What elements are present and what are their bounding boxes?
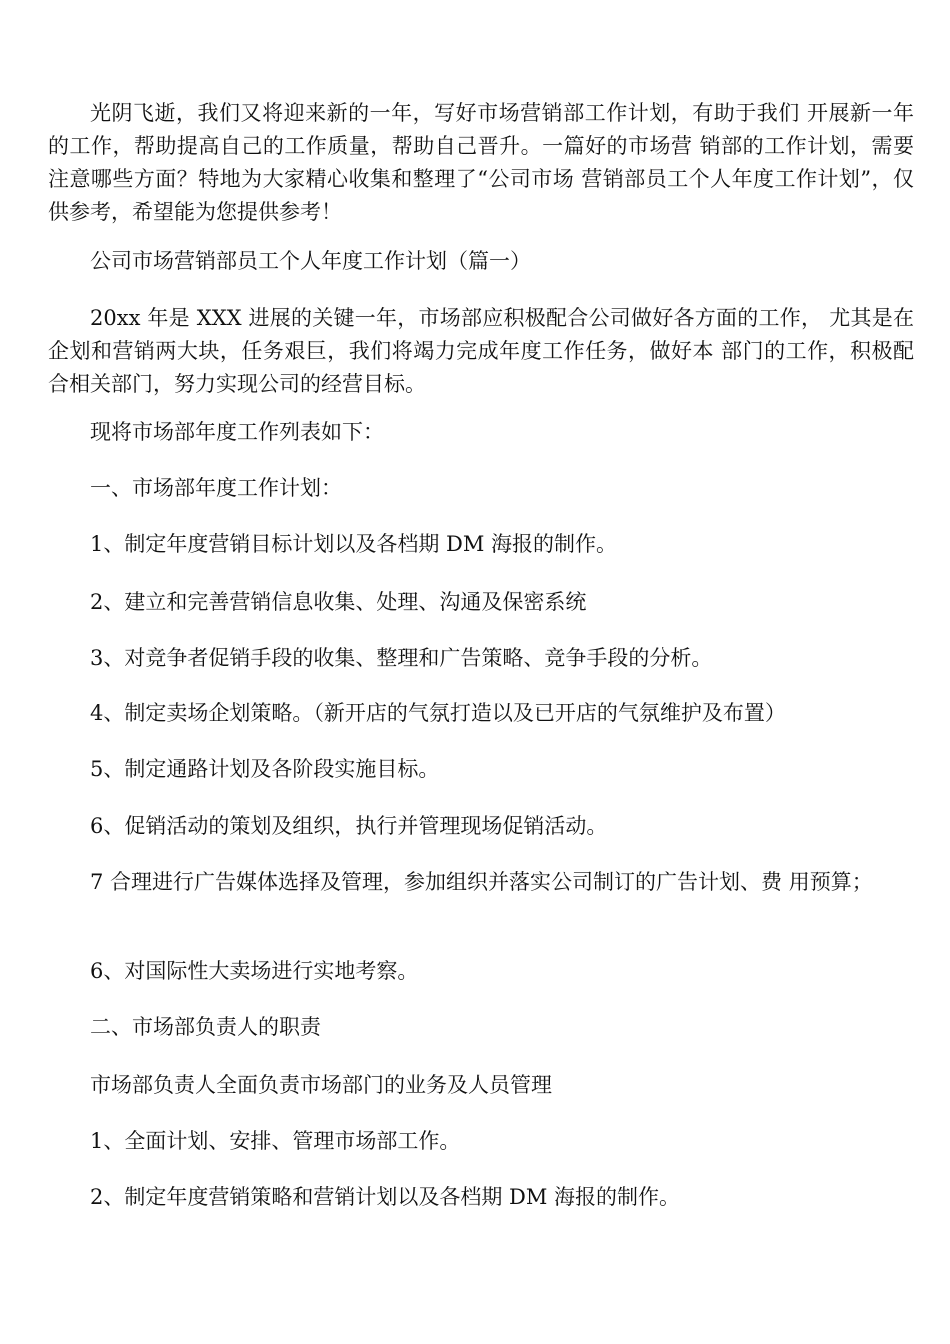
section-two-heading: 二、市场部负责人的职责 [90,1015,321,1039]
section-two-summary: 市场部负责人全面负责市场部门的业务及人员管理 [90,1073,552,1097]
list-item: 3、对竞争者促销手段的收集、整理和广告策略、竞争手段的分析。 [90,646,713,670]
intro-paragraph: 光阴飞逝，我们又将迎来新的一年，写好市场营销部工作计划，有助于我们 开展新一年的工作，帮助提高自己的工作质量，帮助自己晋升。一篇好的市场营 销部的工作计划，需要注意哪些方面？特地为大家精心收集和整理了“公司市场 营销部员工个人年度工作计划”，仅供参考，希望能为您提供参考！ [48,101,914,224]
list-item: 2、制定年度营销策略和营销计划以及各档期 DM 海报的制作。 [90,1185,681,1209]
list-item: 1、全面计划、安排、管理市场部工作。 [90,1129,461,1153]
list-intro: 现将市场部年度工作列表如下： [90,420,384,444]
list-item: 5、制定通路计划及各阶段实施目标。 [90,757,440,781]
list-item: 7 合理进行广告媒体选择及管理，参加组织并落实公司制订的广告计划、费 用预算； [90,870,873,894]
list-item: 6、促销活动的策划及组织，执行并管理现场促销活动。 [90,814,608,838]
list-item: 6、对国际性大卖场进行实地考察。 [90,959,419,983]
article-title: 公司市场营销部员工个人年度工作计划（篇一） [90,249,531,273]
list-item: 4、制定卖场企划策略。（新开店的气氛打造以及已开店的气氛维护及布置） [90,701,786,725]
opening-paragraph: 20xx 年是 XXX 进展的关键一年，市场部应积极配合公司做好各方面的工作， 尤其是在企划和营销两大块，任务艰巨，我们将竭力完成年度工作任务，做好本 部门的工作，积极配合相关部门，努力实现公司的经营目标。 [48,306,914,396]
list-item: 2、建立和完善营销信息收集、处理、沟通及保密系统 [90,590,587,614]
list-item: 1、制定年度营销目标计划以及各档期 DM 海报的制作。 [90,532,618,556]
section-one-heading: 一、市场部年度工作计划： [90,476,342,500]
